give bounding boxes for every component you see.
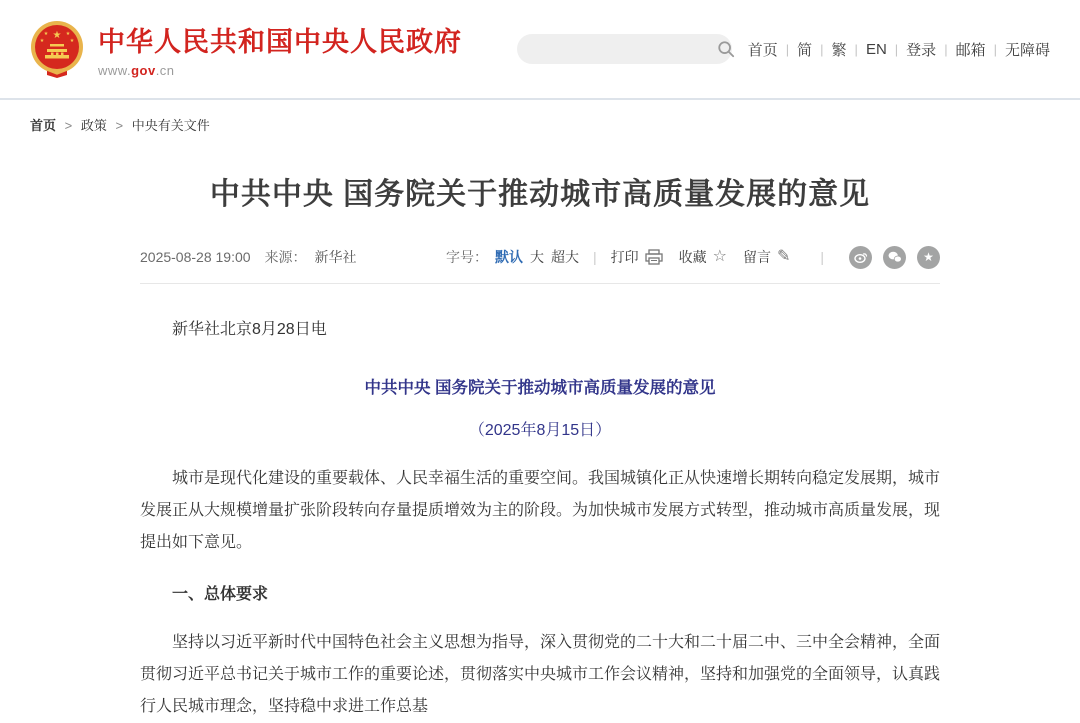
share-wechat-button[interactable] [883, 246, 906, 269]
site-url-gov: gov [131, 63, 156, 78]
nav-simplified-link[interactable]: 简 [797, 41, 813, 59]
svg-text:★: ★ [52, 30, 62, 41]
paragraph-2: 坚持以习近平新时代中国特色社会主义思想为指导，深入贯彻党的二十大和二十届二中、三中全会精神，全面贯彻习近平总书记关于城市工作的重要论述，贯彻落实中央城市工作会议精神，坚持和加强党的全面领导，认真践行人民城市理念，坚持稳中求进工作总基 [140, 633, 941, 715]
font-size-large-button[interactable]: 大 [529, 249, 544, 265]
document-title: 中共中央 国务院关于推动城市高质量发展的意见 [364, 378, 716, 397]
page-title: 中共中央 国务院关于推动城市高质量发展的意见 [209, 178, 871, 211]
nav-separator: | [785, 41, 790, 57]
document-date: （2025年8月15日） [468, 421, 612, 439]
search-box[interactable] [517, 34, 732, 64]
section-heading-1: 一、总体要求 [172, 585, 269, 603]
site-title: 中华人民共和国中央人民政府 [98, 27, 462, 57]
article-meta-right [446, 246, 940, 269]
meta-separator: | [820, 249, 824, 265]
comment-label: 留言 [742, 249, 771, 265]
svg-text:★: ★ [69, 38, 75, 44]
breadcrumb-policy[interactable]: 政策 [80, 118, 107, 133]
breadcrumb-separator: > [64, 118, 73, 133]
nav-mail-link[interactable]: 邮箱 [955, 41, 986, 59]
star-filled-icon: ★ [923, 250, 934, 264]
nav-separator: | [820, 41, 824, 57]
svg-text:★: ★ [39, 38, 45, 44]
paragraph-1: 城市是现代化建设的重要载体、人民幸福生活的重要空间。我国城镇化正从快速增长期转向稳定发展期，城市发展正从大规模增量扩张阶段转向存量提质增效为主的阶段。为加快城市发展方式转型，推动城市高质量发展，现提出如下意见。 [140, 469, 941, 551]
svg-text:★: ★ [65, 31, 71, 37]
article-meta-left [140, 247, 357, 267]
article-body [140, 314, 940, 723]
site-url-www: www. [98, 63, 132, 78]
print-label: 打印 [610, 249, 639, 265]
weibo-icon [854, 251, 868, 263]
site-url-cn: .cn [155, 63, 175, 78]
site-url [98, 63, 462, 78]
breadcrumb-home[interactable]: 首页 [30, 118, 57, 133]
nav-english-link[interactable]: EN [865, 40, 887, 58]
svg-text:★: ★ [43, 31, 49, 37]
share-buttons [838, 246, 940, 269]
favorite-label: 收藏 [678, 249, 707, 265]
wechat-icon [888, 251, 902, 263]
font-size-default-button[interactable]: 默认 [494, 249, 523, 265]
dateline: 新华社北京8月28日电 [172, 320, 327, 338]
nav-separator: | [993, 41, 997, 57]
national-emblem-logo [30, 20, 84, 78]
source-label: 来源： [264, 249, 307, 265]
nav-accessibility-link[interactable]: 无障碍 [1004, 41, 1050, 59]
printer-icon [645, 249, 663, 265]
favorite-button[interactable] [679, 247, 727, 267]
font-size-xlarge-button[interactable]: 超大 [550, 249, 579, 265]
site-header [0, 0, 1080, 100]
print-button[interactable] [611, 247, 663, 267]
comment-button[interactable] [743, 247, 790, 267]
site-branding[interactable] [30, 20, 462, 78]
nav-separator: | [894, 41, 899, 57]
breadcrumb-central-documents[interactable]: 中央有关文件 [131, 118, 210, 133]
share-weibo-button[interactable] [849, 246, 872, 269]
article-meta-row [140, 246, 940, 269]
nav-login-link[interactable]: 登录 [906, 41, 937, 59]
meta-divider [140, 283, 940, 284]
share-favorite-button[interactable] [917, 246, 940, 269]
nav-separator: | [944, 41, 948, 57]
search-input[interactable] [517, 34, 717, 64]
top-nav [748, 39, 1050, 60]
article-page [140, 142, 940, 723]
star-outline-icon: ☆ [712, 248, 727, 265]
nav-traditional-link[interactable]: 繁 [831, 41, 847, 59]
publish-datetime: 2025-08-28 19:00 [140, 249, 251, 265]
header-right [517, 34, 1050, 64]
breadcrumb [0, 100, 1080, 142]
nav-separator: | [854, 41, 858, 57]
site-title-block [98, 20, 462, 78]
nav-home-link[interactable]: 首页 [747, 41, 778, 59]
search-icon[interactable] [717, 40, 735, 58]
pencil-icon: ✎ [776, 248, 791, 265]
breadcrumb-separator: > [115, 118, 124, 133]
source-value: 新华社 [314, 249, 357, 265]
font-size-label: 字号： [445, 249, 488, 265]
meta-separator: | [592, 249, 597, 265]
